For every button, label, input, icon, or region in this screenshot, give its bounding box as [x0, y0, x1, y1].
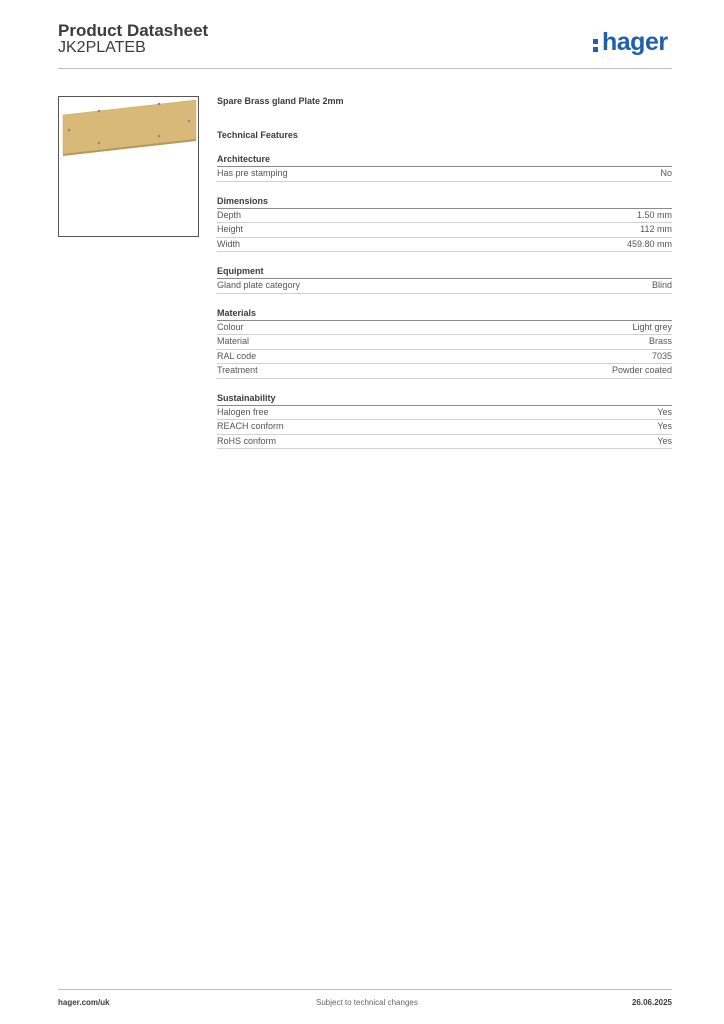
row-value: Powder coated	[611, 365, 672, 375]
table-row	[217, 321, 672, 336]
section-title: Dimensions	[217, 196, 672, 209]
row-value: Light grey	[632, 321, 672, 332]
row-label: Depth	[217, 209, 242, 220]
row-value: Yes	[657, 421, 672, 431]
table-row	[217, 335, 672, 350]
table-row	[217, 406, 672, 421]
row-value: 459.80 mm	[626, 238, 672, 249]
product-code: JK2PLATEB	[58, 39, 146, 56]
row-label: Halogen free	[217, 406, 269, 417]
row-value: 7035	[651, 350, 672, 361]
row-label: Treatment	[217, 365, 258, 375]
website-link[interactable]: hager.com/uk	[58, 998, 110, 1007]
product-name: Spare Brass gland Plate 2mm	[217, 96, 344, 106]
document-title: Product Datasheet	[58, 21, 209, 40]
hager-logo	[592, 28, 668, 57]
table-row	[217, 238, 672, 253]
section-title: Materials	[217, 308, 672, 321]
row-value: Blind	[651, 280, 672, 290]
footer-notice: Subject to technical changes	[316, 998, 418, 1007]
row-value: Yes	[657, 406, 672, 417]
row-label: Has pre stamping	[217, 168, 288, 178]
table-row	[217, 364, 672, 379]
table-row	[217, 279, 672, 294]
header-divider	[58, 68, 672, 69]
technical-content	[217, 96, 672, 449]
section-title: Equipment	[217, 266, 672, 279]
table-row	[217, 420, 672, 435]
technical-features-heading: Technical Features	[217, 130, 298, 140]
table-row	[217, 435, 672, 450]
section-equipment	[217, 266, 672, 294]
table-row	[217, 209, 672, 224]
footer-date: 26.06.2025	[631, 998, 672, 1007]
section-sustainability	[217, 393, 672, 450]
section-title: Architecture	[217, 154, 672, 167]
gland-plate-illustration	[59, 97, 198, 236]
row-label: RoHS conform	[217, 435, 277, 446]
logo-colon-icon	[592, 33, 600, 53]
product-image	[58, 96, 199, 237]
row-value: Brass	[648, 336, 672, 346]
row-value: 112 mm	[640, 224, 672, 234]
row-value: No	[660, 168, 672, 178]
section-title: Sustainability	[217, 393, 672, 406]
row-label: REACH conform	[217, 421, 284, 431]
row-label: RAL code	[217, 350, 257, 361]
row-value: 1.50 mm	[636, 209, 672, 220]
logo-wordmark: hager	[602, 28, 668, 56]
row-label: Height	[217, 224, 244, 234]
table-row	[217, 350, 672, 365]
row-label: Width	[217, 238, 241, 249]
row-label: Gland plate category	[217, 280, 301, 290]
row-label: Colour	[217, 321, 244, 332]
row-label: Material	[217, 336, 250, 346]
row-value: Yes	[657, 435, 672, 446]
section-architecture	[217, 154, 672, 182]
section-materials	[217, 308, 672, 379]
table-row	[217, 167, 672, 182]
table-row	[217, 223, 672, 238]
section-dimensions	[217, 196, 672, 253]
footer-divider	[58, 989, 672, 990]
